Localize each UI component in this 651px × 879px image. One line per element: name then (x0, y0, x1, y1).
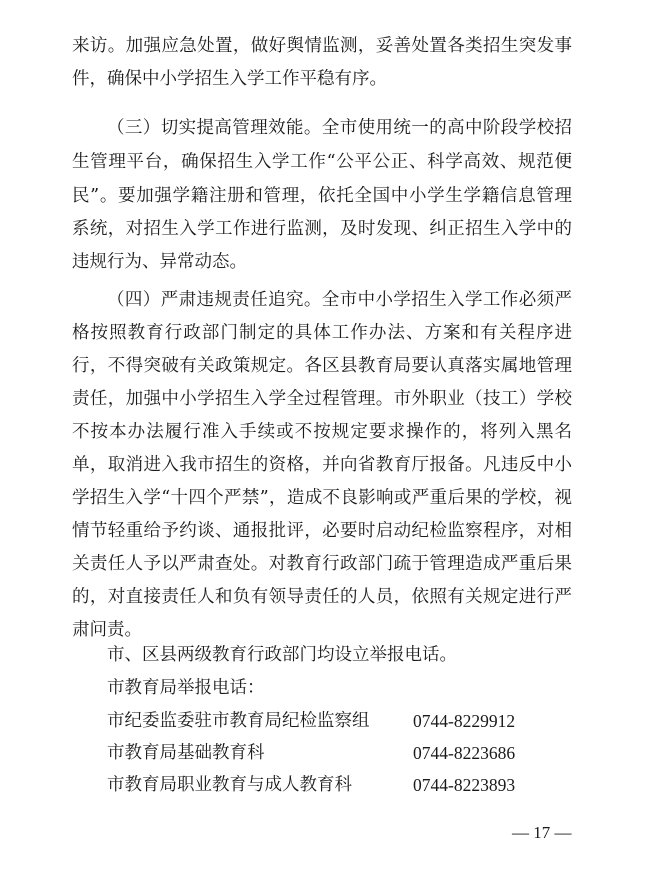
text-line: 学招生入学“十四个严禁”，造成不良影响或严重后果的学校，视 (72, 488, 572, 508)
contact-name: 市纪委监委驻市教育局纪检监察组 (107, 711, 370, 731)
text-line: 关责任人予以严肃查处。对教育行政部门疏于管理造成严重后果 (72, 554, 572, 574)
text-line: 违规行为、异常动态。 (72, 252, 247, 272)
text-line: 行，不得突破有关政策规定。各区县教育局要认真落实属地管理 (72, 356, 572, 376)
text-line: 责任，加强中小学招生入学全过程管理。市外职业（技工）学校 (72, 389, 572, 409)
text-line: 市、区县两级教育行政部门均设立举报电话。 (107, 645, 457, 665)
text-line: 件，确保中小学招生入学工作平稳有序。 (72, 69, 387, 89)
text-line: 情节轻重给予约谈、通报批评，必要时启动纪检监察程序，对相 (72, 521, 572, 541)
text-line: 系统，对招生入学工作进行监测，及时发现、纠正招生入学中的 (72, 219, 572, 239)
contact-phone: 0744-8229912 (413, 711, 516, 731)
section-heading-line: （三）切实提高管理效能。全市使用统一的高中阶段学校招 (107, 118, 572, 138)
page-number: — 17 — (512, 823, 572, 842)
text-line: 格按照教育行政部门制定的具体工作办法、方案和有关程序进 (72, 323, 572, 343)
section-heading-line: （四）严肃违规责任追究。全市中小学招生入学工作必须严 (107, 290, 572, 310)
text-line: 来访。加强应急处置，做好舆情监测，妥善处置各类招生突发事 (72, 36, 572, 56)
text-line: 单，取消进入我市招生的资格，并向省教育厅报备。凡违反中小 (72, 455, 572, 475)
contact-phone: 0744-8223686 (413, 743, 516, 763)
text-line: 的，对直接责任人和负有领导责任的人员，依照有关规定进行严 (72, 587, 572, 607)
contact-name: 市教育局基础教育科 (107, 743, 265, 763)
text-line: 肃问责。 (72, 620, 142, 640)
text-line: 民”。要加强学籍注册和管理，依托全国中小学生学籍信息管理 (72, 186, 572, 206)
contact-phone: 0744-8223893 (413, 775, 516, 795)
text-line: 市教育局举报电话： (107, 678, 265, 698)
contact-name: 市教育局职业教育与成人教育科 (107, 775, 352, 795)
text-line: 生管理平台，确保招生入学工作“公平公正、科学高效、规范便 (72, 152, 572, 172)
text-line: 不按本办法履行准入手续或不按规定要求操作的，将列入黑名 (72, 422, 572, 442)
